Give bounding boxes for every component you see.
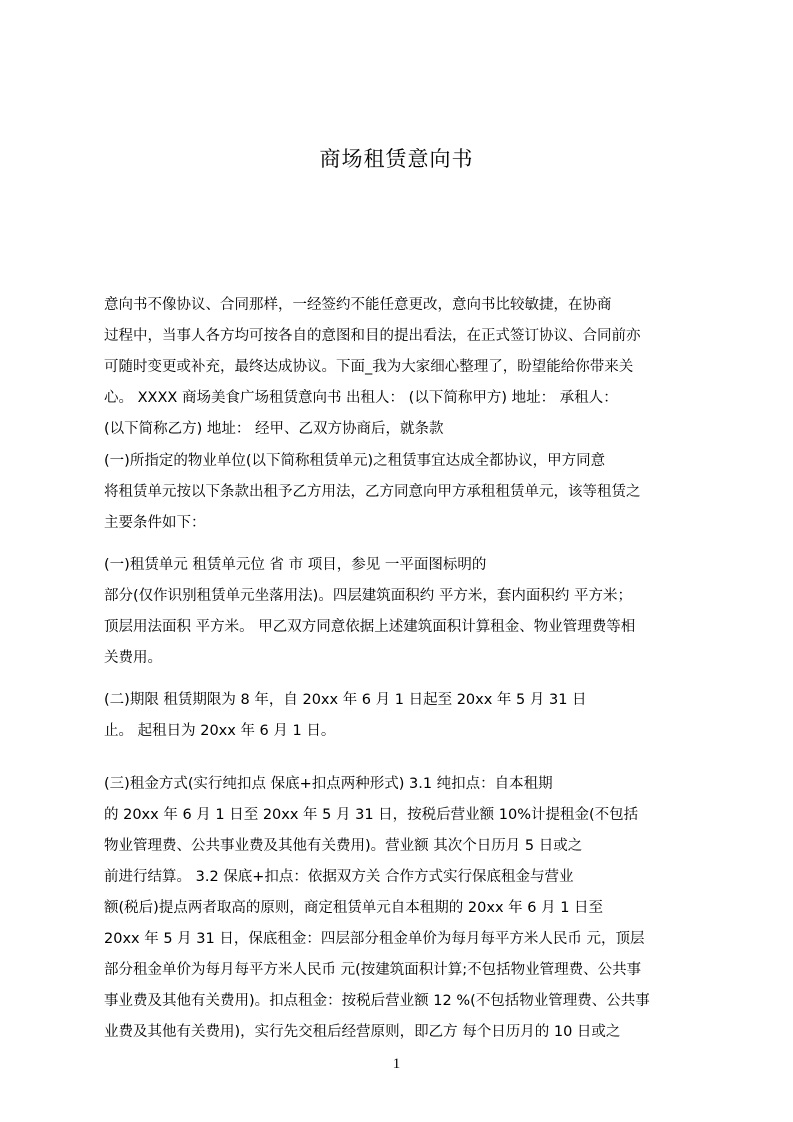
paragraph-intro: [104, 290, 700, 445]
paragraph-line: 关费用。: [104, 650, 162, 666]
paragraph-rental-unit: [104, 550, 700, 674]
paragraph-line: 可随时变更或补充，最终达成协议。下面_我为大家细心整理了，盼望能给你带来关: [104, 359, 634, 375]
paragraph-line: (以下简称乙方) 地址： 经甲、乙双方协商后，就条款: [104, 421, 444, 437]
paragraph-term: [104, 685, 700, 747]
paragraph-line: 业费及其他有关费用)，实行先交租后经营原则，即乙方 每个日历月的 10 日或之: [104, 1024, 621, 1040]
paragraph-line: (二)期限 租赁期限为 8 年，自 20xx 年 6 月 1 日起至 20xx 年 5 月 31 日: [104, 692, 587, 708]
paragraph-line: 额(税后)提点两者取高的原则，商定租赁单元自本租期的 20xx 年 6 月 1 日至: [104, 900, 604, 916]
paragraph-line: 过程中，当事人各方均可按各自的意图和目的提出看法，在正式签订协议、合同前亦: [104, 328, 641, 344]
paragraph-rent-method: [104, 769, 700, 1048]
paragraph-line: 顶层用法面积 平方米。 甲乙双方同意依据上述建筑面积计算租金、物业管理费等相: [104, 619, 636, 635]
paragraph-line: 主要条件如下：: [104, 515, 206, 531]
paragraph-line: (三)租金方式(实行纯扣点 保底+扣点两种形式) 3.1 纯扣点：自本租期: [104, 776, 553, 792]
paragraph-line: 止。 起租日为 20xx 年 6 月 1 日。: [104, 723, 336, 739]
paragraph-line: 20xx 年 5 月 31 日，保底租金：四层部分租金单价为每月每平方米人民币 元，顶层: [104, 931, 645, 947]
paragraph-line: 心。 XXXX 商场美食广场租赁意向书 出租人： (以下简称甲方) 地址： 承租人：: [104, 390, 618, 406]
paragraph-line: 的 20xx 年 6 月 1 日至 20xx 年 5 月 31 日，按税后营业额 10%计提租金(不包括: [104, 807, 639, 823]
paragraph-line: 物业管理费、公共事业费及其他有关费用)。营业额 其次个日历月 5 日或之: [104, 838, 583, 854]
paragraph-line: 意向书不像协议、合同那样，一经签约不能任意更改，意向书比较敏捷，在协商: [104, 297, 612, 313]
paragraph-line: 前进行结算。 3.2 保底+扣点：依据双方关 合作方式实行保底租金与营业: [104, 869, 574, 885]
paragraph-agreement: [104, 446, 700, 539]
page-number: 1: [392, 1056, 401, 1072]
paragraph-line: 部分租金单价为每月每平方米人民币 元(按建筑面积计算;不包括物业管理费、公共事: [104, 962, 642, 978]
document-title: 商场租赁意向书: [319, 147, 474, 171]
paragraph-line: 部分(仅作识别租赁单元坐落用法)。四层建筑面积约 平方米，套内面积约 平方米；: [104, 588, 633, 604]
paragraph-line: (一)所指定的物业单位(以下简称租赁单元)之租赁事宜达成全都协议，甲方同意: [104, 453, 606, 469]
paragraph-line: 事业费及其他有关费用)。扣点租金：按税后营业额 12 %(不包括物业管理费、公共事: [104, 993, 650, 1009]
paragraph-line: 将租赁单元按以下条款出租予乙方用法，乙方同意向甲方承租租赁单元，该等租赁之: [104, 484, 641, 500]
paragraph-line: (一)租赁单元 租赁单元位 省 市 项目，参见 一平面图标明的: [104, 557, 487, 573]
